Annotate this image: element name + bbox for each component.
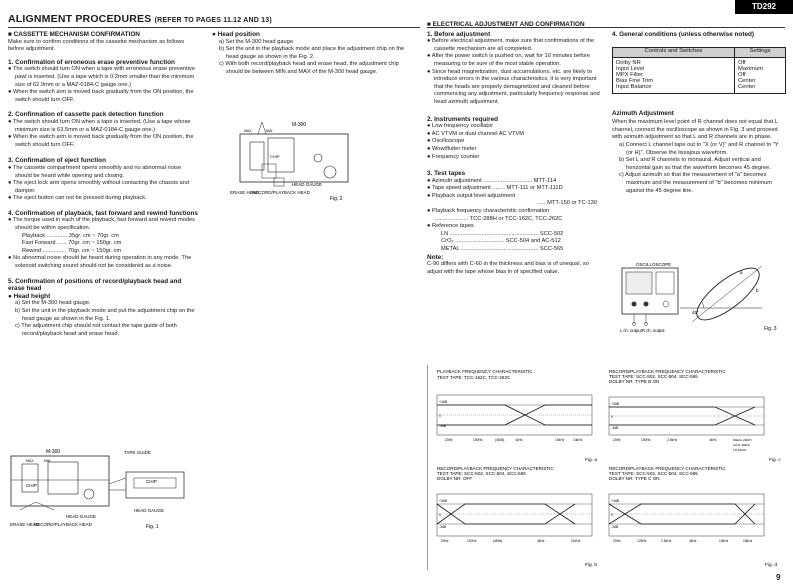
fig1-head-height-diagram	[6, 440, 211, 545]
svg-text:-3dB: -3dB	[611, 426, 619, 430]
svg-text:Fig. c: Fig. c	[769, 458, 781, 463]
svg-text:TEST TAPE: SCC-502, SCC-504, S: TEST TAPE: SCC-502, SCC-504, SCC-565	[609, 374, 698, 379]
svg-text:TEST TAPE: SCC-502, SCC-504, S: TEST TAPE: SCC-502, SCC-504, SCC-565	[437, 471, 526, 476]
page-title: ALIGNMENT PROCEDURES (REFER TO PAGES 11.12 AND 13)	[8, 13, 272, 25]
fig1-roller	[84, 489, 94, 499]
svg-text:DOLBY NR: OFF: DOLBY NR: OFF	[437, 476, 473, 481]
svg-text:L ch. output: L ch. output	[620, 328, 642, 333]
svg-text:Fig. d: Fig. d	[765, 563, 777, 568]
fig1-gauge-outline	[11, 456, 109, 506]
graph-a	[425, 365, 610, 465]
electrical-section: ■ ELECTRICAL ADJUSTMENT AND CONFIRMATION 1. Before adjustment ● Before electrical adjustment, make sure that confirmations of the cassette mechanism are all completed. ● After the power switch is pushed on, wait for 10 minutes before measuring to be sure of the most stable operation. ● Since head magnetization, dust accumulations, etc. are likely to introduce errors in the various characteristics, it is very important that the heads are properly demagnetized and cleaned before commencing any adjustment, particularly frequency response and head azimuth adjustment. 2. Instruments required ● Low frequency oscillator ● AC VTVM or dual channel AC VTVM ● Oscilloscope ● Wow/flutter meter ● Frequency counter 3. Test tapes ● Azimuth adjustment ............................... MTT-114 ● Tape speed adjustment ........ MTT-111 or MTT-111D ● Playback output level adjustment ..... MTT-150 or TC-130 ● Playback frequency characteristic confirmation ..................... TCC-288H or TCC-162C, TCC-262C ● Reference tapes LN ........................................................ SCC-502 CrO₂ ............................... SCC-504 and AC-512 METAL ................................................. SCC-565 Note: C-90 differs with C-60 in the thickness and bias is of unequal, so adjust with the tape whose bias in of specified value.	[427, 21, 605, 276]
svg-text:21kHz: 21kHz	[571, 539, 581, 543]
svg-text:20Hz: 20Hz	[613, 539, 621, 543]
svg-text:MEtAL 20kHz: MEtAL 20kHz	[733, 438, 752, 442]
graph-b	[425, 462, 610, 572]
svg-text:CHIP: CHIP	[270, 154, 280, 159]
svg-text:ERASE HEAD: ERASE HEAD	[10, 522, 40, 527]
svg-text:4kHz: 4kHz	[537, 539, 545, 543]
fig2-head-position-diagram	[212, 118, 412, 210]
svg-text:100Hz: 100Hz	[467, 539, 477, 543]
fig1-tape-guide-label: TAPE GUIDE	[124, 450, 151, 455]
svg-text:RECORD/PLAYBACK HEAD: RECORD/PLAYBACK HEAD	[34, 522, 92, 527]
svg-text:(450k): (450k)	[495, 438, 505, 442]
svg-text:1kHz: 1kHz	[515, 438, 523, 442]
svg-text:CHIP: CHIP	[146, 479, 157, 484]
svg-text:HEAD GAUGE: HEAD GAUGE	[134, 508, 165, 513]
svg-text:100Hz: 100Hz	[473, 438, 483, 442]
svg-text:MAX: MAX	[26, 459, 34, 463]
svg-text:Fig. b: Fig. b	[585, 563, 597, 568]
svg-text:10kHz: 10kHz	[555, 438, 565, 442]
svg-text:2.5kHz: 2.5kHz	[661, 539, 672, 543]
svg-text:+3dB: +3dB	[439, 400, 448, 404]
svg-text:RECORD/PLAYBACK HEAD: RECORD/PLAYBACK HEAD	[252, 190, 310, 195]
svg-text:PLAYBACK FREQUENCY CHARACTERIS: PLAYBACK FREQUENCY CHARACTERISTIC	[437, 369, 533, 374]
svg-text:+3dB: +3dB	[439, 499, 448, 503]
svg-text:20Hz: 20Hz	[445, 438, 453, 442]
svg-text:+3dB: +3dB	[611, 499, 620, 503]
svg-text:a: a	[740, 270, 743, 275]
svg-text:RECORD/PLAYBACK FREQUENCY CHAR: RECORD/PLAYBACK FREQUENCY CHARACTERISTIC	[609, 369, 726, 374]
svg-text:10kHz: 10kHz	[719, 539, 729, 543]
fig1-gauge-label: M-300	[46, 449, 61, 455]
fig3-oscilloscope-diagram	[612, 258, 788, 338]
svg-text:HEAD GAUGE: HEAD GAUGE	[66, 514, 97, 519]
svg-text:CHIP: CHIP	[26, 483, 37, 488]
svg-text:OSCILLOSCOPE: OSCILLOSCOPE	[636, 262, 672, 267]
svg-text:2.5kHz: 2.5kHz	[667, 438, 678, 442]
svg-text:DOLBY NR: TYPE B ON: DOLBY NR: TYPE B ON	[609, 379, 660, 384]
svg-text:TEST TAPE: TCC-162C, TCC-262C: TEST TAPE: TCC-162C, TCC-262C	[437, 375, 511, 380]
svg-text:TEST TAPE: SCC-502, SCC-504, S: TEST TAPE: SCC-502, SCC-504, SCC-565	[609, 471, 698, 476]
cassette-section: ■ CASSETTE MECHANISM CONFIRMATION Make sure to confirm conditions of the cassette mechanism as follows before adjustment. 1. Confirmation of erroneous erase preventive function ● The switch should turn ON when a tape with erroneous erase preventive pawl is inserted. (Use a tape which is 0.2mm smaller than the minimum size of 62.9mm or a MAZ-0184-C gauge one.) ● When the switch arm is moved back gradually from the ON position, the switch should turn OFF. 2. Confirmation of cassette pack detection function ● The switch should turn ON when a tape is inserted. (Use a tape whose minimum size is 63.5mm or a MAZ-0184-C gauge one.) ● When the switch arm is moved back gradually from the ON position, the switch should turn OFF. 3. Confirmation of eject function ● The cassette compartment opens smoothly and no abnormal noise should be heard while opening and closing. ● The eject lock arm opens smoothly without contacting the chassis and damper. ● The eject button can not be pressed during playback. 4. Confirmation of playback, fast forward and rewind functions ● The torque used in each of the playback, fast forward and rewind modes should be within specification. Playback ............. 35gr. cm ~ 70gr. cm Fast Forward ...... 70gr. cm ~ 150gr. cm Rewind ............... 70gr. cm ~ 150gr. cm ● No abnormal noise should be heard during operation in any mode. The solenoid switching sound should not be considered as a noise. 5. Confirmation of positions of record/playback head and erase head ● Head height a) Set the M-300 head gauge. b) Set the unit in the playback mode and put the adjustment chip on the head gauge as shown in the Fig. 1. c) The adjustment chip should not contact the tape guide of both record/playback head and erase head.	[8, 31, 198, 337]
svg-text:125Hz: 125Hz	[637, 539, 647, 543]
svg-text:CrO2 18kHz: CrO2 18kHz	[733, 443, 751, 447]
svg-text:14kHz: 14kHz	[573, 438, 583, 442]
svg-text:0: 0	[611, 513, 613, 517]
svg-text:(450k): (450k)	[493, 539, 503, 543]
svg-text:LN 16kHz: LN 16kHz	[733, 448, 747, 452]
page-number: 9	[776, 573, 781, 582]
graph-c	[605, 365, 790, 465]
svg-text:MAX: MAX	[244, 129, 252, 133]
graph-d	[605, 462, 790, 572]
title-rule	[8, 27, 420, 28]
model-tab: TD292	[735, 0, 793, 14]
fig3-caption: Fig. 3	[764, 326, 777, 332]
svg-text:20Hz: 20Hz	[613, 438, 621, 442]
fig1-chip-box	[126, 472, 184, 498]
svg-text:MIN: MIN	[266, 129, 273, 133]
svg-text:RECORD/PLAYBACK FREQUENCY CHAR: RECORD/PLAYBACK FREQUENCY CHARACTERISTIC	[437, 466, 554, 471]
svg-text:HEAD GAUGE: HEAD GAUGE	[292, 182, 323, 187]
svg-text:0: 0	[611, 415, 613, 419]
svg-text:-3dB: -3dB	[611, 525, 619, 529]
general-section: 4. General conditions (unless otherwise noted) Controls and Switches Settings Dolby NR Input Level MPX Filter Bias Fine Trim Input Balance Off Maximum Off Center Center Azimuth Adjustment When the maximum level point of R channel does not equal that L channel, connect the oscilloscope as shown in Fig. 3 and proceed with azimuth adjustment so that L and R channels are in phase. a) Connect L channel tape out to "X (or V)" and R channel to "Y (or H)". Observe the lissajous waveform. b) Set L and R channels to monaural. Adjust vertical and horizontal gain so that the waveform becomes 45 degree. c) Adjust azimuth so that the measurement of "a" becomes maximum and the measurement of "b" becomes minimum against the 45 degree line.	[612, 31, 786, 195]
head-position-section: ● Head position a) Set the M-300 head gauge. b) Set the unit in the playback mode and place the adjustment chip on the head gauge as shown in the Fig. 2. c) With both record/playback head and erase head, the adjustment chip should be between MIN and MAX of the M-300 head gauge.	[212, 31, 405, 75]
svg-text:b: b	[756, 288, 759, 293]
table-row: Dolby NR Input Level MPX Filter Bias Fine Trim Input Balance Off Maximum Off Center Center	[613, 57, 786, 93]
svg-text:16kHz: 16kHz	[743, 539, 753, 543]
svg-text:+3dB: +3dB	[611, 402, 620, 406]
svg-text:RECORD/PLAYBACK FREQUENCY CHAR: RECORD/PLAYBACK FREQUENCY CHARACTERISTIC	[609, 466, 726, 471]
fig2-gauge-label: M-300	[292, 122, 307, 128]
fig2-caption: Fig. 2	[330, 196, 343, 202]
cassette-heading: ■ CASSETTE MECHANISM CONFIRMATION	[8, 31, 140, 38]
svg-text:R ch. output: R ch. output	[642, 328, 665, 333]
svg-text:45°: 45°	[692, 310, 699, 315]
fig3-lissajous	[689, 260, 766, 329]
svg-text:4kHz: 4kHz	[689, 539, 697, 543]
svg-text:-3dB: -3dB	[439, 424, 447, 428]
svg-text:0: 0	[439, 513, 441, 517]
svg-text:4kHz: 4kHz	[709, 438, 717, 442]
svg-text:-3dB: -3dB	[439, 525, 447, 529]
svg-text:ERASE HEAD: ERASE HEAD	[230, 190, 260, 195]
svg-text:Fig. a: Fig. a	[585, 458, 597, 463]
svg-text:0: 0	[439, 414, 441, 418]
svg-text:MIN: MIN	[44, 459, 51, 463]
svg-text:20Hz: 20Hz	[441, 539, 449, 543]
electrical-heading: ■ ELECTRICAL ADJUSTMENT AND CONFIRMATION	[427, 21, 585, 28]
svg-text:DOLBY NR: TYPE C ON: DOLBY NR: TYPE C ON	[609, 476, 660, 481]
fig1-rp-head	[48, 462, 78, 494]
svg-text:100Hz: 100Hz	[641, 438, 651, 442]
fig1-caption: Fig. 1	[146, 524, 159, 530]
settings-table: Controls and Switches Settings Dolby NR Input Level MPX Filter Bias Fine Trim Input Balance Off Maximum Off Center Center	[612, 47, 786, 94]
